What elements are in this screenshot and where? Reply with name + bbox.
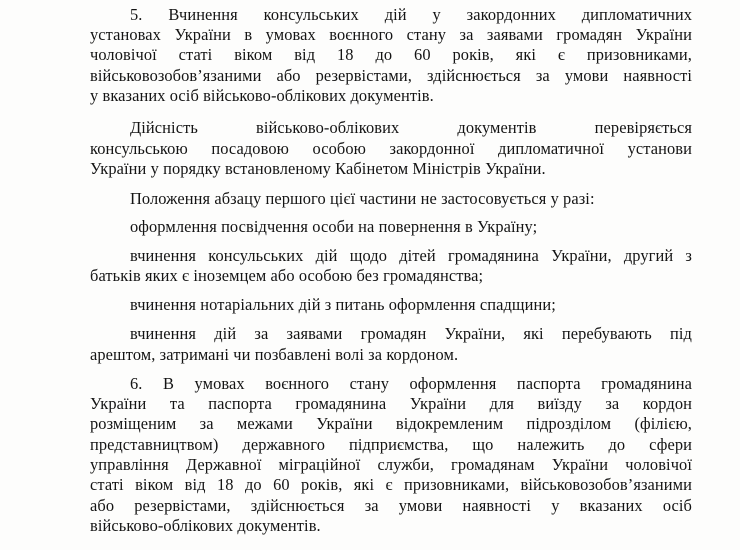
exception-3: вчинення нотаріальних дій з питань оформлення спадщини; bbox=[130, 295, 556, 314]
paragraph-6-line-3: розміщеним за межами України відокремленим підрозділом (філією, bbox=[90, 414, 692, 433]
paragraph-5-line-5: у вказаних осіб військово-облікових документів. bbox=[90, 86, 434, 105]
exception-2-line-2: батьків яких є іноземцем або особою без громадянства; bbox=[90, 266, 484, 285]
exception-4-line-2: арештом, затримані чи позбавлені волі за кордоном. bbox=[90, 345, 459, 364]
paragraph-6-line-5: управління Державної міграційної служби, громадянам України чоловічої bbox=[90, 455, 692, 474]
paragraph-6-line-6: статі віком від 18 до 60 років, які є призовниками, військовозобов’язаними bbox=[90, 475, 692, 494]
paragraph-6-line-8: військово-облікових документів. bbox=[90, 516, 321, 535]
validity-line-3: України у порядку встановленому Кабінетом Міністрів України. bbox=[90, 159, 546, 178]
paragraph-5-line-2: установах України в умовах воєнного стану за заявами громадян України bbox=[90, 25, 692, 44]
paragraph-6-line-1: 6. В умовах воєнного стану оформлення паспорта громадянина bbox=[130, 374, 692, 393]
paragraph-5-line-4: військовозобов’язаними або резервістами, здійснюється за умови наявності bbox=[90, 66, 692, 85]
validity-line-2: консульською посадовою особою закордонної дипломатичної установи bbox=[90, 139, 692, 158]
exception-4-line-1: вчинення дій за заявами громадян України, які перебувають під bbox=[130, 324, 692, 343]
paragraph-5-line-3: чоловічої статі віком від 18 до 60 років, які є призовниками, bbox=[90, 45, 692, 64]
paragraph-6-line-7: або резервістами, здійснюється за умови наявності у вказаних осіб bbox=[90, 496, 692, 515]
paragraph-5-line-1: 5. Вчинення консульських дій у закордонних дипломатичних bbox=[130, 5, 692, 24]
validity-line-1: Дійсність військово-облікових документів перевіряється bbox=[130, 118, 692, 137]
exceptions-intro: Положення абзацу першого цієї частини не застосовується у разі: bbox=[130, 189, 595, 208]
paragraph-6-line-4: представництвом) державного підприємства, що належить до сфери bbox=[90, 435, 692, 454]
paragraph-6-line-2: України та паспорта громадянина України для виїзду за кордон bbox=[90, 394, 692, 413]
exception-2-line-1: вчинення консульських дій щодо дітей громадянина України, другий з bbox=[130, 246, 692, 265]
exception-1: оформлення посвідчення особи на повернення в Україну; bbox=[130, 217, 538, 236]
